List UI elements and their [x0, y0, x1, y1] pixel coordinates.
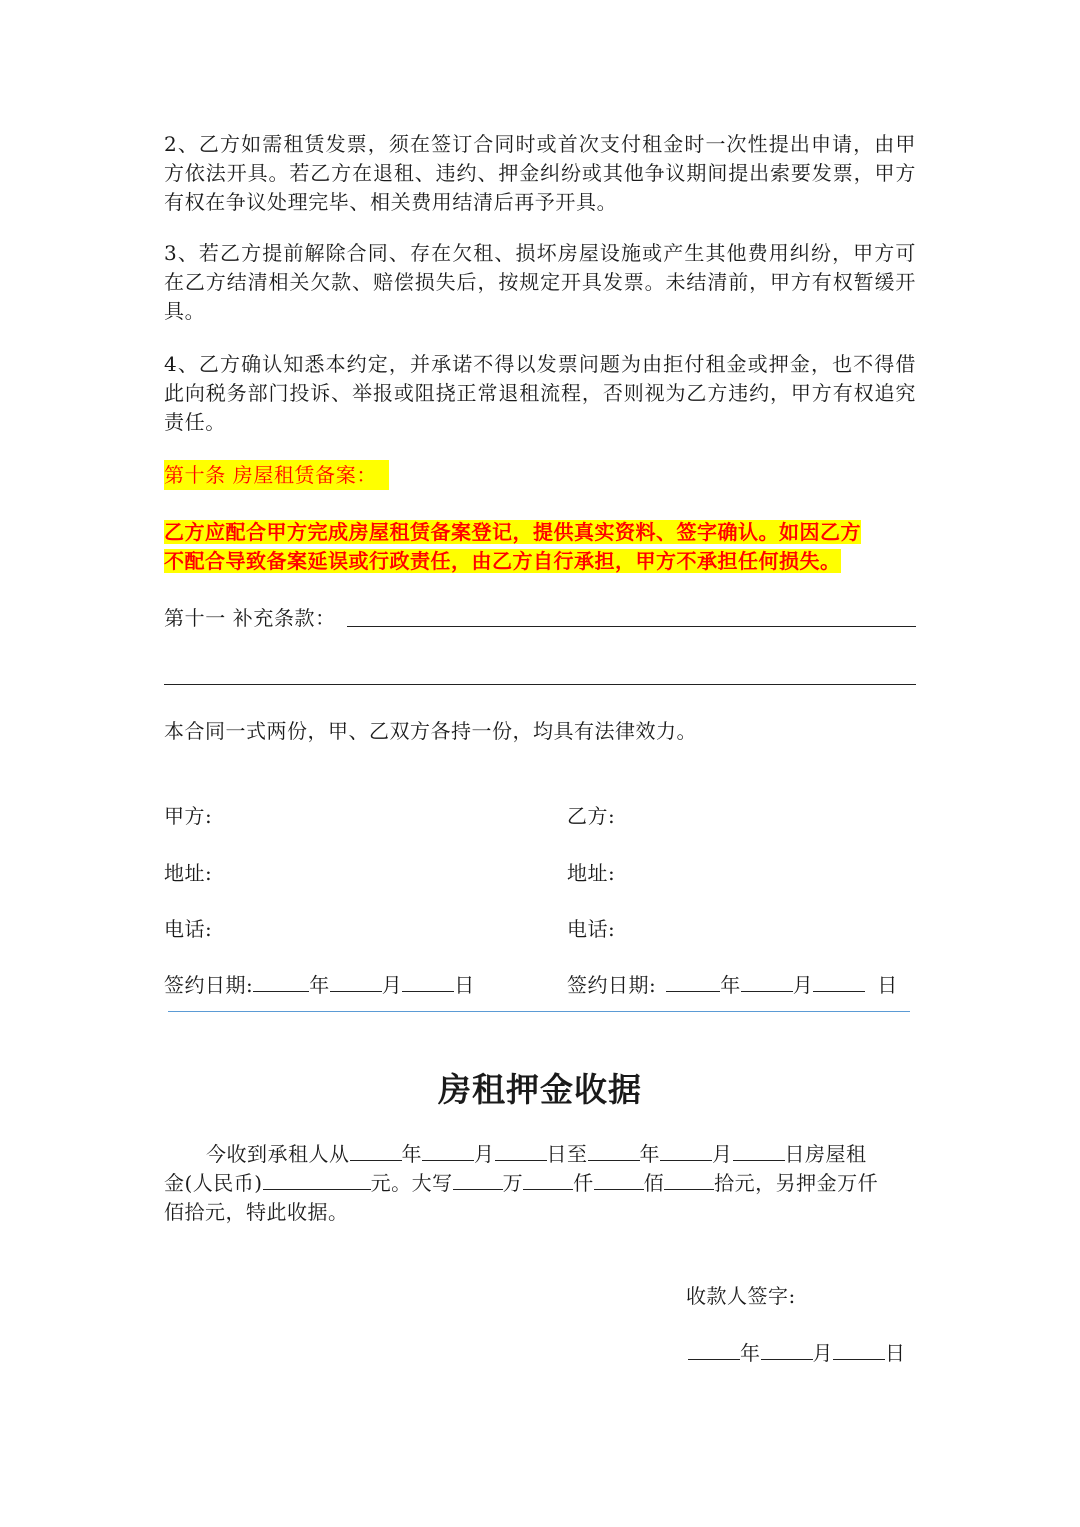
- receipt-deposit-text: 拾元，另押金万仟: [714, 1171, 879, 1195]
- clause-4: 4、乙方确认知悉本约定，并承诺不得以发票问题为由拒付租金或押金，也不得借此向税务部门投诉、举报或阻挠正常退租流程，否则视为乙方违约，甲方有权追究责任。: [164, 352, 916, 434]
- copies-statement: 本合同一式两份，甲、乙双方各持一份，均具有法律效力。: [164, 719, 697, 743]
- receipt-to-day-blank[interactable]: [733, 1140, 785, 1161]
- receipt-date-month-unit: 月: [812, 1341, 833, 1365]
- party-a-address-label: 地址:: [164, 861, 213, 885]
- party-b-day-unit: 日: [877, 973, 898, 997]
- party-b-month-blank[interactable]: [741, 971, 793, 992]
- receipt-amount-blank[interactable]: [263, 1169, 371, 1190]
- party-b-date-label: 签约日期:: [567, 973, 657, 997]
- supplement-line-2[interactable]: [164, 684, 916, 685]
- receipt-capital-label: 元。大写: [370, 1171, 453, 1195]
- party-b-day-blank[interactable]: [813, 971, 865, 992]
- party-b-phone-label: 电话:: [567, 917, 616, 941]
- receipt-body: [164, 1140, 916, 1227]
- receipt-month-unit-1: 月: [474, 1142, 495, 1166]
- party-a-phone-label: 电话:: [164, 917, 213, 941]
- receipt-year-unit-1: 年: [401, 1142, 422, 1166]
- party-b-sign-date: [567, 970, 898, 1000]
- party-b-month-unit: 月: [792, 973, 814, 997]
- party-a-day-blank[interactable]: [402, 971, 454, 992]
- receipt-qian-blank[interactable]: [523, 1169, 573, 1190]
- party-a-date-label: 签约日期:: [164, 973, 254, 997]
- article-10-body: [164, 518, 916, 576]
- party-a-label: 甲方:: [164, 804, 213, 828]
- receipt-from-month-blank[interactable]: [422, 1140, 474, 1161]
- receipt-date-day-unit: 日: [885, 1341, 906, 1365]
- receipt-bai-blank[interactable]: [594, 1169, 644, 1190]
- party-a-year-unit: 年: [309, 973, 330, 997]
- party-b-year-blank[interactable]: [666, 971, 720, 992]
- receipt-rmb-label: 金(人民币): [164, 1171, 263, 1195]
- receipt-line-2: [164, 1169, 916, 1198]
- article-11-label: 第十一 补充条款：: [164, 606, 336, 630]
- party-b-label: 乙方:: [567, 804, 616, 828]
- receipt-bai-unit: 佰: [643, 1171, 665, 1195]
- clause-3: 3、若乙方提前解除合同、存在欠租、损坏房屋设施或产生其他费用纠纷，甲方可在乙方结清相关欠款、赔偿损失后，按规定开具发票。未结清前，甲方有权暂缓开具。: [164, 241, 916, 323]
- receipt-wan-blank[interactable]: [453, 1169, 503, 1190]
- receipt-wan-unit: 万: [502, 1171, 524, 1195]
- article-10-line-2: 不配合导致备案延误或行政责任，由乙方自行承担，甲方不承担任何损失。: [164, 549, 841, 573]
- receipt-from-year-blank[interactable]: [350, 1140, 402, 1161]
- receipt-date-day-blank[interactable]: [833, 1339, 885, 1360]
- receipt-qian-unit: 仟: [573, 1171, 594, 1195]
- receipt-to-month-blank[interactable]: [660, 1140, 712, 1161]
- receipt-date: [688, 1338, 906, 1368]
- receipt-title: 房租押金收据: [438, 1070, 642, 1109]
- party-a-year-blank[interactable]: [253, 971, 309, 992]
- article-10-line-1: 乙方应配合甲方完成房屋租赁备案登记，提供真实资料、签字确认。如因乙方: [164, 520, 861, 544]
- clause-2: 2、乙方如需租赁发票，须在签订合同时或首次支付租金时一次性提出申请，由甲方依法开具。若乙方在退租、违约、押金纠纷或其他争议期间提出索要发票，甲方有权在争议处理完毕、相关费用结清后再予开具。: [164, 132, 916, 214]
- receipt-date-year-unit: 年: [740, 1341, 761, 1365]
- party-a-day-unit: 日: [454, 973, 475, 997]
- receipt-date-year-blank[interactable]: [688, 1339, 740, 1360]
- receipt-shi-blank[interactable]: [664, 1169, 714, 1190]
- payee-signature-label: 收款人签字:: [686, 1284, 796, 1308]
- receipt-from-day-blank[interactable]: [495, 1140, 547, 1161]
- receipt-rent-text: 日房屋租: [784, 1142, 867, 1166]
- supplement-line-1[interactable]: [347, 626, 916, 627]
- party-a-sign-date: [164, 970, 475, 1000]
- party-a-month-blank[interactable]: [330, 971, 382, 992]
- receipt-line-3: 佰拾元，特此收据。: [164, 1200, 349, 1224]
- receipt-to-year-blank[interactable]: [588, 1140, 640, 1161]
- receipt-day-to: 日至: [546, 1142, 588, 1166]
- article-10-heading: 第十条 房屋租赁备案：: [164, 460, 389, 490]
- section-divider: [168, 1011, 910, 1012]
- party-b-address-label: 地址:: [567, 861, 616, 885]
- receipt-date-month-blank[interactable]: [761, 1339, 813, 1360]
- receipt-line-1: [164, 1140, 916, 1169]
- receipt-month-unit-2: 月: [712, 1142, 733, 1166]
- receipt-year-unit-2: 年: [639, 1142, 660, 1166]
- receipt-text-from: 今收到承租人从: [206, 1142, 350, 1166]
- party-b-year-unit: 年: [720, 973, 741, 997]
- party-a-month-unit: 月: [381, 973, 403, 997]
